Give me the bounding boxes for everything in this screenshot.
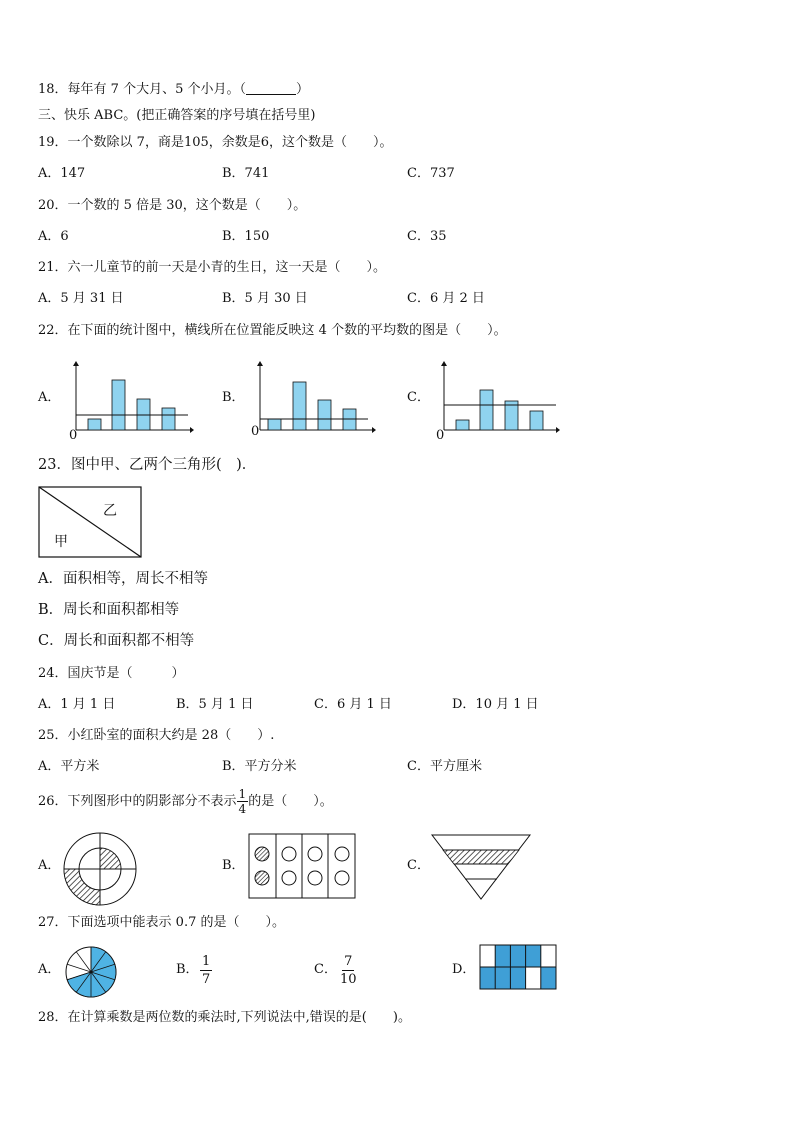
- q19-option-b[interactable]: B．741: [222, 166, 270, 181]
- q21-option-c[interactable]: C．6 月 2 日: [407, 291, 485, 306]
- q18-close: ）: [295, 82, 309, 97]
- q27-c-den: 10: [340, 972, 357, 987]
- q27-fraction-c: [340, 953, 357, 988]
- question-18: [38, 82, 309, 98]
- q26-text-before: 26．下列图形中的阴影部分不表示: [38, 794, 237, 809]
- q22-a-origin: 0: [69, 428, 78, 443]
- question-19: 19．一个数除以 7，商是105，余数是6，这个数是（ ）。: [38, 135, 393, 150]
- question-25: 25．小红卧室的面积大约是 28（ ）.: [38, 728, 275, 743]
- q26-circles-grid[interactable]: [248, 833, 358, 901]
- q26-fraction: [237, 787, 249, 816]
- q27-c-num: 7: [344, 954, 353, 969]
- q26-option-b-label[interactable]: B．: [222, 858, 245, 873]
- q19-option-c[interactable]: C．737: [407, 166, 455, 181]
- q22-bar-chart-c[interactable]: [432, 360, 564, 442]
- q26-frac-num: 1: [238, 787, 247, 801]
- q27-b-num: 1: [202, 954, 211, 969]
- q24-option-b[interactable]: B．5 月 1 日: [176, 697, 254, 712]
- q27-b-den: 7: [202, 972, 211, 987]
- question-23: 23．图中甲、乙两个三角形( )．: [38, 457, 257, 473]
- q22-bar-chart-b[interactable]: [248, 360, 378, 442]
- q27-option-d-label[interactable]: D．: [452, 962, 476, 977]
- q20-option-c[interactable]: C．35: [407, 229, 447, 244]
- q23-option-c[interactable]: C．周长和面积都不相等: [38, 633, 195, 649]
- q27-grid-rectangle[interactable]: [479, 944, 559, 992]
- q23-label-jia: 甲: [54, 534, 68, 550]
- q19-option-a[interactable]: A．147: [38, 166, 86, 181]
- q20-option-a[interactable]: A．6: [38, 229, 69, 244]
- q26-concentric-circles[interactable]: [62, 831, 138, 907]
- q20-option-b[interactable]: B．150: [222, 229, 270, 244]
- q18-text: 18．每年有 7 个大月、5 个小月。（: [38, 82, 246, 97]
- q22-b-origin: 0: [251, 424, 260, 439]
- question-24: 24．国庆节是（ ）: [38, 666, 185, 681]
- q18-answer-blank[interactable]: [246, 82, 296, 95]
- q26-triangle[interactable]: [430, 833, 534, 901]
- q25-option-b[interactable]: B．平方分米: [222, 759, 297, 774]
- question-21: 21．六一儿童节的前一天是小青的生日，这一天是（ ）。: [38, 260, 387, 275]
- q21-option-a[interactable]: A．5 月 31 日: [38, 291, 124, 306]
- q22-option-b-label[interactable]: B．: [222, 390, 245, 405]
- q27-option-a-label[interactable]: A．: [38, 962, 61, 977]
- q24-option-a[interactable]: A．1 月 1 日: [38, 697, 116, 712]
- q26-option-a-label[interactable]: A．: [38, 858, 61, 873]
- question-26: [38, 787, 333, 817]
- q21-option-b[interactable]: B．5 月 30 日: [222, 291, 308, 306]
- q27-fraction-b: [200, 953, 212, 988]
- section-3-title: 三、快乐 ABC。(把正确答案的序号填在括号里): [38, 108, 316, 123]
- q23-option-a[interactable]: A．面积相等，周长不相等: [38, 571, 208, 587]
- q26-text-after: 的是（ ）。: [248, 794, 333, 809]
- q27-option-c-label[interactable]: C．: [314, 962, 337, 977]
- q24-option-d[interactable]: D．10 月 1 日: [452, 697, 539, 712]
- question-28: 28．在计算乘数是两位数的乘法时,下列说法中,错误的是( )。: [38, 1010, 411, 1025]
- q27-option-b-label[interactable]: B．: [176, 962, 199, 977]
- q23-label-yi: 乙: [103, 503, 117, 519]
- q22-c-origin: 0: [436, 428, 445, 443]
- q25-option-c[interactable]: C．平方厘米: [407, 759, 482, 774]
- q25-option-a[interactable]: A．平方米: [38, 759, 100, 774]
- q27-pie-circle[interactable]: [64, 945, 118, 999]
- question-22: 22．在下面的统计图中，横线所在位置能反映这 4 个数的平均数的图是（ ）。: [38, 323, 507, 338]
- q22-option-c-label[interactable]: C．: [407, 390, 430, 405]
- q26-option-c-label[interactable]: C．: [407, 858, 430, 873]
- q26-frac-den: 4: [238, 802, 247, 816]
- q23-option-b[interactable]: B．周长和面积都相等: [38, 602, 180, 618]
- q22-bar-chart-a[interactable]: [64, 360, 194, 442]
- q24-option-c[interactable]: C．6 月 1 日: [314, 697, 392, 712]
- q22-option-a-label[interactable]: A．: [38, 390, 61, 405]
- question-27: 27．下面选项中能表示 0.7 的是（ ）。: [38, 915, 285, 930]
- question-20: 20．一个数的 5 倍是 30，这个数是（ ）。: [38, 198, 307, 213]
